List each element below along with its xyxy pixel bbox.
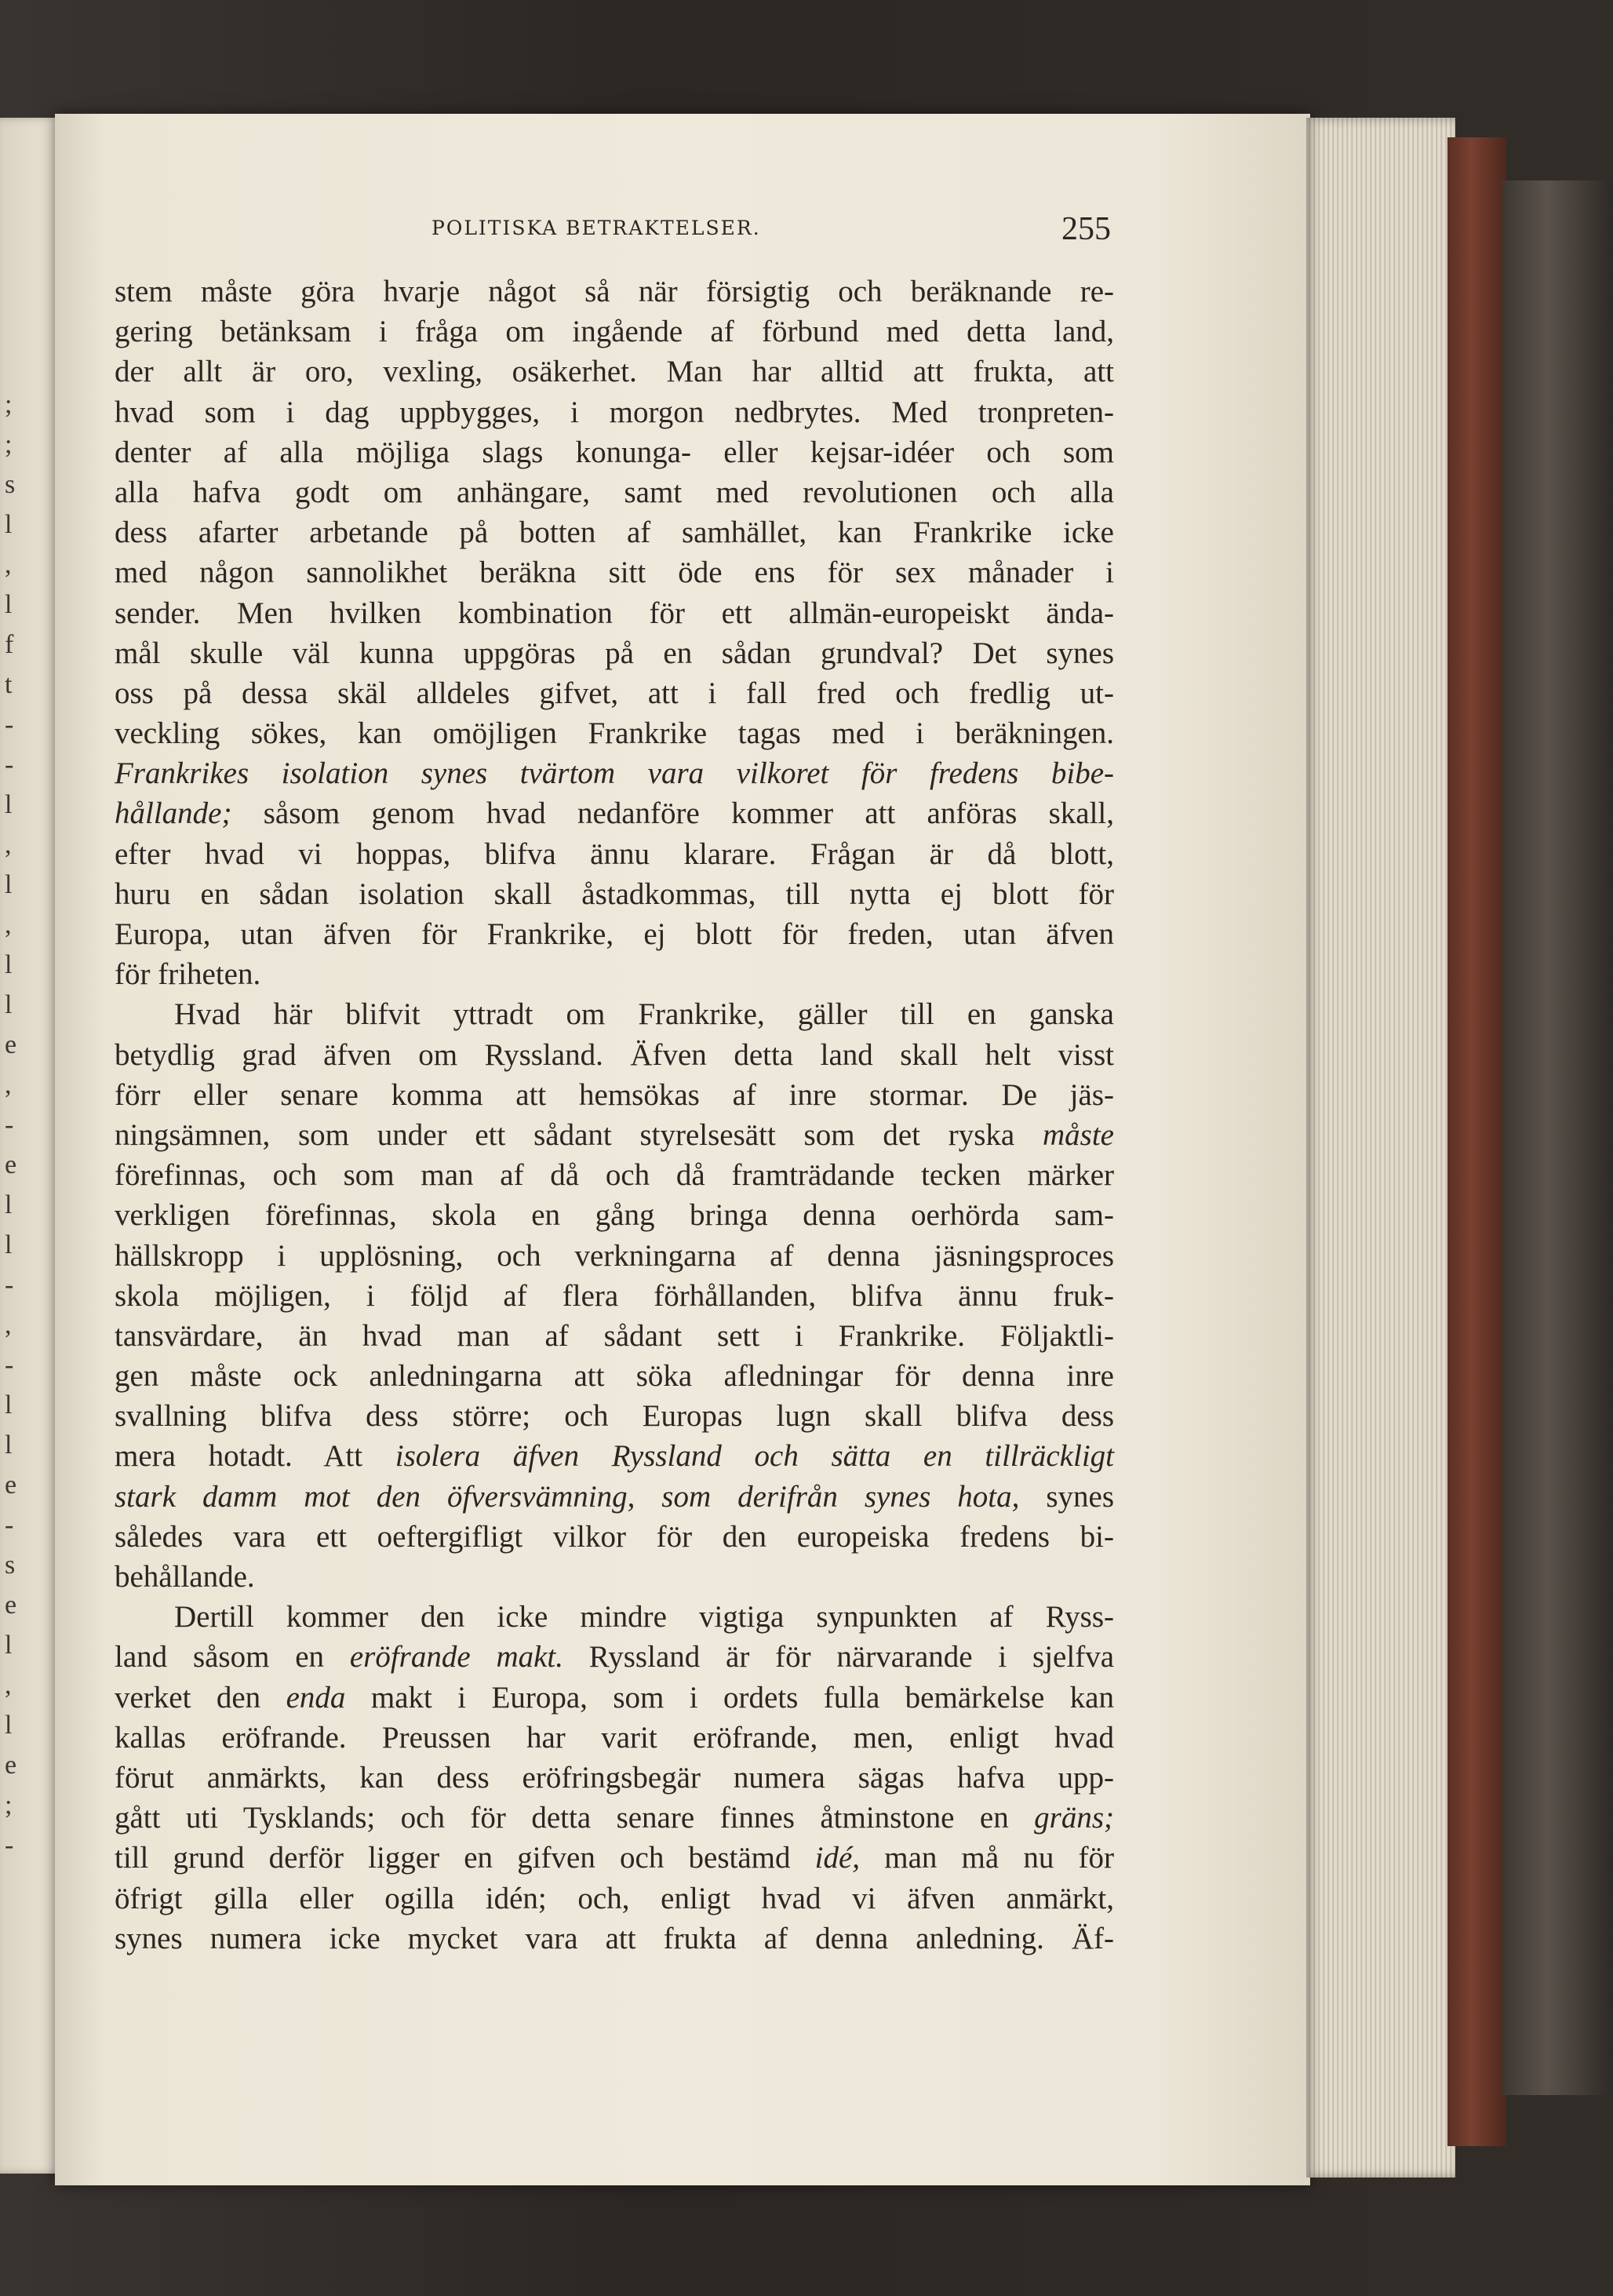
margin-glyph: l [5,1390,13,1420]
text-line [115,1115,1114,1155]
margin-glyph: , [5,1310,12,1339]
margin-glyph: , [5,1070,12,1099]
line-text: makt i Europa, som i ordets fulla bemärkelse kan [345,1680,1114,1715]
book-spine [1502,180,1613,2095]
margin-glyph: l [5,590,13,619]
text-line [115,1477,1114,1517]
line-text: Ryssland är för närvarande i sjelfva [563,1640,1114,1675]
text-line [115,954,1114,994]
margin-glyph: , [5,910,12,939]
text-line [115,552,1114,592]
italic-span: isolera äfven Ryssland och sätta en tillräckligt [395,1439,1114,1474]
margin-glyph: - [5,1831,14,1860]
text-line [115,793,1114,833]
text-line [115,1718,1114,1758]
text-line [115,472,1114,512]
italic-span: gräns; [1034,1801,1114,1835]
margin-glyph: l [5,510,13,539]
margin-glyph: l [5,870,13,899]
text-line [115,994,1114,1034]
margin-glyph: ; [5,1791,13,1820]
line-text: med någon sannolikhet beräkna sitt öde ens för sex månader i [115,556,1114,590]
text-line [115,753,1114,793]
text-line [115,1075,1114,1115]
line-text: hällskropp i upplösning, och verkningarna af denna jäsningsproces [115,1238,1114,1273]
line-text: såsom genom hvad nedanföre kommer att anföras skall, [231,796,1114,831]
text-line [115,1356,1114,1396]
margin-glyph: l [5,990,13,1019]
text-line [115,633,1114,673]
margin-glyph: - [5,1270,14,1299]
margin-glyph: ; [5,430,13,459]
line-text: behållande. [115,1560,255,1594]
line-text: förr eller senare komma att hemsökas af inre stormar. De jäs- [115,1077,1114,1112]
book-cover [1447,137,1506,2146]
text-line [115,1597,1114,1637]
page-header [118,210,1111,257]
text-line [115,1678,1114,1718]
text-line [115,1195,1114,1235]
line-text: veckling sökes, kan omöjligen Frankrike tagas med i beräkningen. [115,716,1114,751]
margin-glyph: l [5,1430,13,1460]
italic-span: stark damm mot den öfversvämning, som derifrån synes hota, [115,1479,1020,1514]
line-text: kallas eröfrande. Preussen har varit eröfrande, men, enligt hvad [115,1720,1114,1755]
text-line [115,1517,1114,1557]
line-text: hvad som i dag uppbygges, i morgon nedbrytes. Med tronpreten- [115,395,1114,429]
line-text: förut anmärkts, kan dess eröfringsbegär numera sägas hafva upp- [115,1760,1114,1795]
line-text: gen måste ock anledningarna att söka afledningar för denna inre [115,1359,1114,1394]
line-text: mål skulle väl kunna uppgöras på en sådan grundval? Det synes [115,636,1114,670]
margin-glyph: , [5,550,12,579]
text-line [115,1276,1114,1316]
line-text: stem måste göra hvarje något så när försigtig och beräknande re- [115,275,1114,308]
italic-span: eröfrande makt. [349,1640,564,1675]
margin-glyphs [5,384,24,1865]
margin-glyph: f [5,630,14,659]
line-text: verkligen förefinnas, skola en gång bringa denna oerhörda sam- [115,1198,1114,1233]
margin-glyph: - [5,710,14,739]
italic-span: idé, [814,1841,861,1875]
line-text: skola möjligen, i följd af flera förhållanden, blifva ännu fruk- [115,1278,1114,1313]
text-line [115,673,1114,713]
text-line [115,1879,1114,1919]
margin-glyph: e [5,1030,17,1059]
line-text: man må nu för [860,1841,1115,1875]
line-text: oss på dessa skäl alldeles gifvet, att i fall fred och fredlig ut- [115,676,1114,710]
italic-span: enda [286,1680,346,1715]
margin-glyph: , [5,1671,12,1700]
margin-glyph: - [5,750,14,779]
line-text: Europa, utan äfven för Frankrike, ej blott för freden, utan äfven [115,917,1114,951]
margin-glyph: l [5,950,13,979]
page-edges [1306,118,1455,2178]
text-line [115,1316,1114,1356]
line-text: alla hafva godt om anhängare, samt med revolutionen och alla [115,475,1114,509]
text-line [115,713,1114,753]
text-line [115,312,1114,352]
text-line [115,1919,1114,1959]
line-text: denter af alla möjliga slags konunga- eller kejsar-idéer och som [115,435,1114,469]
line-text: verket den [115,1680,286,1715]
margin-glyph: l [5,1190,13,1219]
line-text: der allt är oro, vexling, osäkerhet. Man har alltid att frukta, att [115,355,1114,389]
margin-glyph: l [5,1711,13,1740]
line-text: således vara ett oeftergifligt vilkor för den europeiska fredens bi- [115,1519,1114,1554]
italic-span: Frankrikes isolation synes tvärtom vara vilkoret för fredens bibe- [115,756,1114,791]
text-line [115,1637,1114,1677]
line-text: svallning blifva dess större; och Europas lugn skall blifva dess [115,1399,1114,1434]
text-line [115,272,1114,312]
line-text: Dertill kommer den icke mindre vigtiga synpunkten af Ryss- [174,1600,1114,1635]
text-line [115,874,1114,914]
line-text: ningsämnen, som under ett sådant styrelsesätt som det ryska [115,1117,1043,1152]
line-text: förefinnas, och som man af då och då framträdande tecken märker [115,1158,1114,1193]
line-text: öfrigt gilla eller ogilla idén; och, enligt hvad vi äfven anmärkt, [115,1881,1114,1915]
line-text: dess afarter arbetande på botten af samhället, kan Frankrike icke [115,516,1114,550]
margin-glyph: e [5,1471,17,1500]
line-text: land såsom en [115,1640,350,1675]
line-text: betydlig grad äfven om Ryssland. Äfven detta land skall helt visst [115,1037,1114,1072]
margin-glyph: t [5,670,13,699]
text-line [115,392,1114,432]
margin-glyph: l [5,1230,13,1259]
line-text: för friheten. [115,957,261,992]
text-line [115,1758,1114,1798]
margin-glyph: e [5,1591,17,1620]
text-line [115,512,1114,552]
text-line [115,593,1114,633]
line-text: gått uti Tysklands; och för detta senare finnes åtminstone en [115,1801,1035,1835]
margin-glyph: - [5,1110,14,1139]
line-text: tansvärdare, än hvad man af sådant sett i Frankrike. Följaktli- [115,1318,1114,1353]
margin-glyph: ; [5,390,13,419]
line-text: huru en sådan isolation skall åstadkommas, till nytta ej blott för [115,876,1114,911]
line-text: mera hotadt. Att [115,1439,395,1474]
text-line [115,1236,1114,1276]
body-text [115,272,1114,1959]
italic-span: hållande; [115,796,232,831]
margin-glyph: , [5,830,12,859]
margin-glyph: - [5,1511,14,1540]
text-line [115,914,1114,954]
text-line [115,1838,1114,1878]
page-number: 255 [1061,211,1111,247]
text-line [115,1396,1114,1436]
line-text: efter hvad vi hoppas, blifva ännu klarare. Frågan är då blott, [115,836,1114,871]
margin-glyph: s [5,1551,16,1580]
margin-glyph: - [5,1350,14,1379]
margin-glyph: e [5,1751,17,1780]
text-line [115,1035,1114,1075]
text-line [115,1436,1114,1476]
margin-glyph: l [5,790,13,819]
text-line [115,432,1114,472]
text-line [115,352,1114,392]
line-text: Hvad här blifvit yttradt om Frankrike, gäller till en ganska [174,997,1114,1032]
line-text: till grund derför ligger en gifven och bestämd [115,1841,815,1875]
line-text: sender. Men hvilken kombination för ett allmän-europeiskt ända- [115,596,1114,630]
text-line [115,1557,1114,1597]
margin-glyph: e [5,1150,17,1179]
italic-span: måste [1043,1117,1114,1152]
line-text: synes numera icke mycket vara att frukta af denna anledning. Äf- [115,1921,1114,1955]
running-head: POLITISKA BETRAKTELSER. [431,217,761,239]
text-line [115,1798,1114,1838]
line-text: synes [1019,1479,1114,1514]
margin-glyph: l [5,1631,13,1660]
text-line [115,1155,1114,1195]
line-text: gering betänksam i fråga om ingående af förbund med detta land, [115,315,1114,349]
text-line [115,834,1114,874]
margin-glyph: s [5,470,16,499]
